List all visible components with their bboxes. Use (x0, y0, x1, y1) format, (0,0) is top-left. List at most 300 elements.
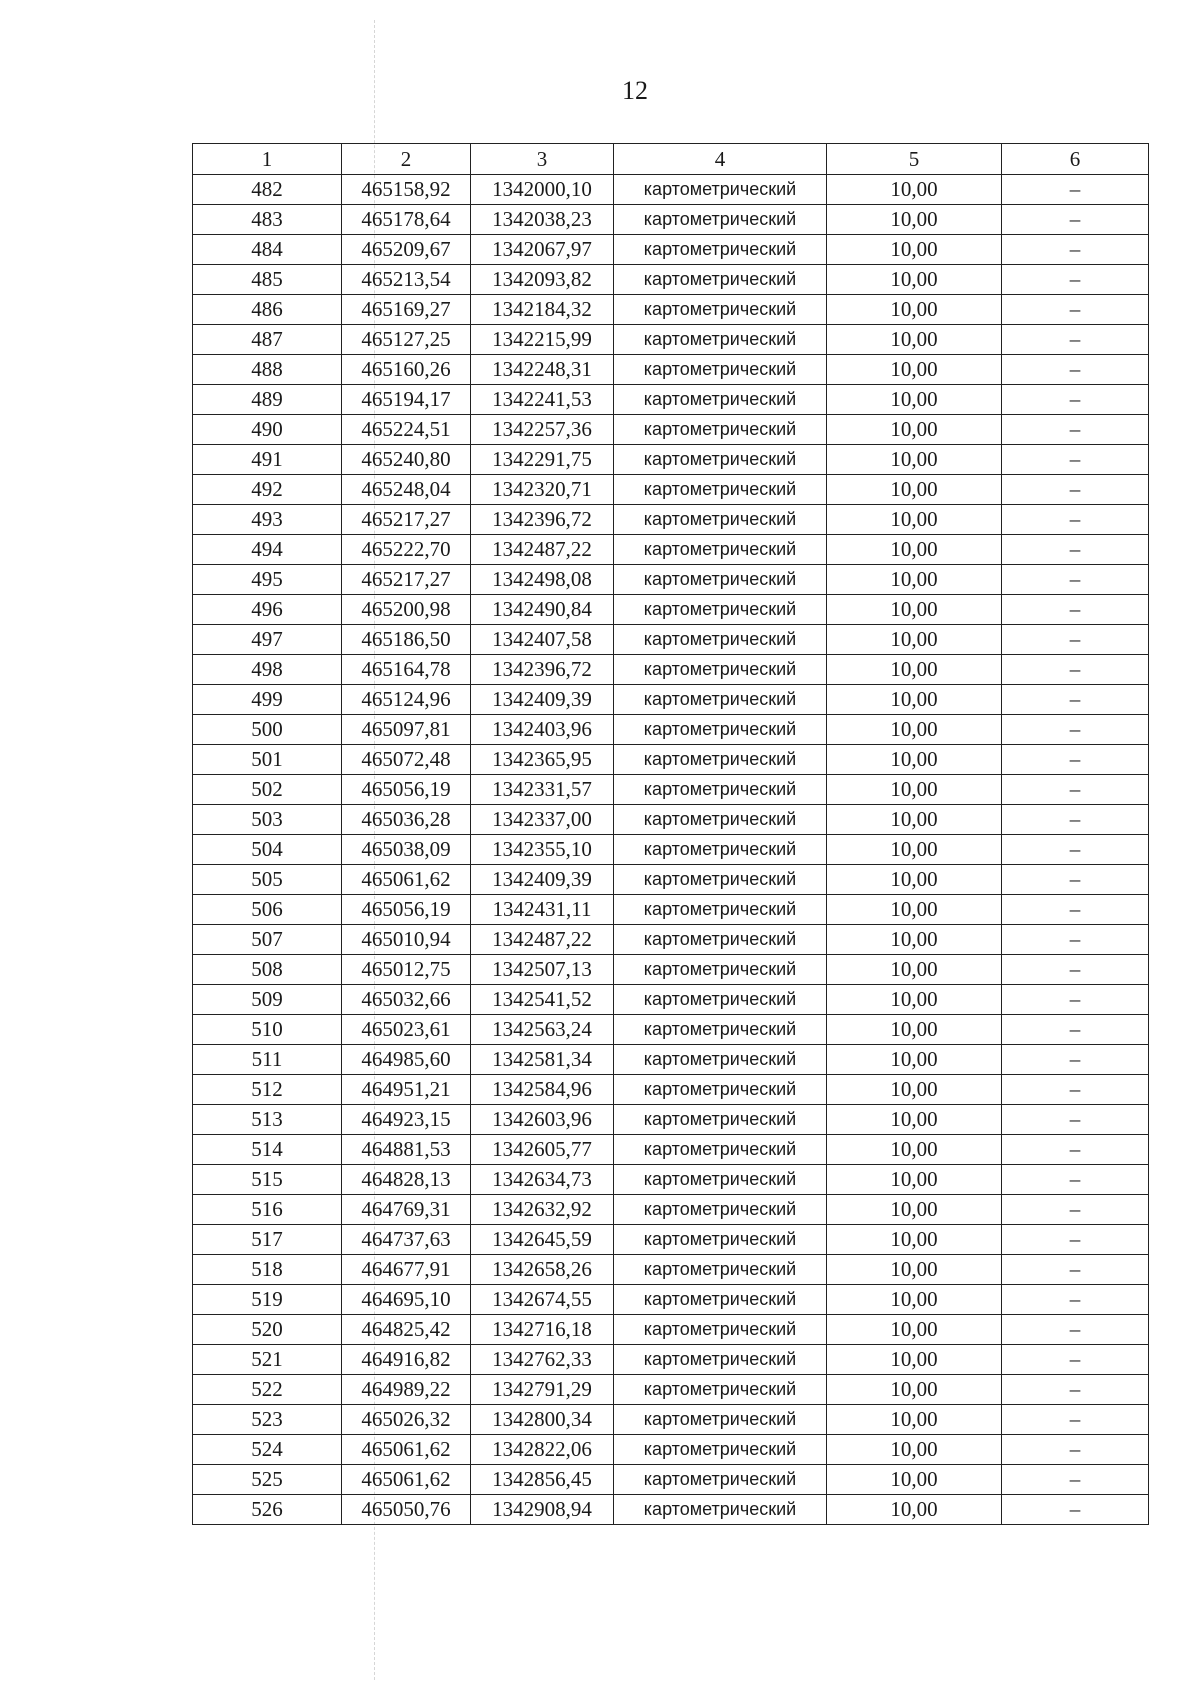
method-cell: картометрический (614, 865, 827, 895)
x-coordinate-cell: 465222,70 (342, 535, 471, 565)
point-number-cell: 489 (193, 385, 342, 415)
point-number-cell: 504 (193, 835, 342, 865)
method-cell: картометрический (614, 1465, 827, 1495)
x-coordinate-cell: 465178,64 (342, 205, 471, 235)
table-row (193, 715, 1149, 745)
y-coordinate-cell: 1342248,31 (471, 355, 614, 385)
table-row (193, 475, 1149, 505)
y-coordinate-cell: 1342291,75 (471, 445, 614, 475)
description-cell: – (1002, 1285, 1149, 1315)
y-coordinate-cell: 1342674,55 (471, 1285, 614, 1315)
point-number-cell: 514 (193, 1135, 342, 1165)
y-coordinate-cell: 1342241,53 (471, 385, 614, 415)
table-row (193, 385, 1149, 415)
y-coordinate-cell: 1342257,36 (471, 415, 614, 445)
description-cell: – (1002, 505, 1149, 535)
table-row (193, 685, 1149, 715)
accuracy-cell: 10,00 (827, 1255, 1002, 1285)
table-row (193, 1285, 1149, 1315)
y-coordinate-cell: 1342409,39 (471, 865, 614, 895)
x-coordinate-cell: 464737,63 (342, 1225, 471, 1255)
x-coordinate-cell: 465160,26 (342, 355, 471, 385)
y-coordinate-cell: 1342584,96 (471, 1075, 614, 1105)
accuracy-cell: 10,00 (827, 1495, 1002, 1525)
point-number-cell: 508 (193, 955, 342, 985)
table-header (193, 144, 1149, 175)
point-number-cell: 497 (193, 625, 342, 655)
x-coordinate-cell: 465036,28 (342, 805, 471, 835)
point-number-cell: 490 (193, 415, 342, 445)
method-cell: картометрический (614, 1015, 827, 1045)
point-number-cell: 513 (193, 1105, 342, 1135)
point-number-cell: 503 (193, 805, 342, 835)
x-coordinate-cell: 465032,66 (342, 985, 471, 1015)
x-coordinate-cell: 465194,17 (342, 385, 471, 415)
y-coordinate-cell: 1342365,95 (471, 745, 614, 775)
description-cell: – (1002, 1135, 1149, 1165)
point-number-cell: 483 (193, 205, 342, 235)
header-row (193, 144, 1149, 175)
accuracy-cell: 10,00 (827, 895, 1002, 925)
point-number-cell: 499 (193, 685, 342, 715)
method-cell: картометрический (614, 295, 827, 325)
y-coordinate-cell: 1342791,29 (471, 1375, 614, 1405)
point-number-cell: 507 (193, 925, 342, 955)
method-cell: картометрический (614, 685, 827, 715)
y-coordinate-cell: 1342645,59 (471, 1225, 614, 1255)
table-row (193, 1315, 1149, 1345)
y-coordinate-cell: 1342215,99 (471, 325, 614, 355)
table-body (193, 175, 1149, 1525)
x-coordinate-cell: 465026,32 (342, 1405, 471, 1435)
method-cell: картометрический (614, 1405, 827, 1435)
column-header: 2 (342, 144, 471, 175)
method-cell: картометрический (614, 655, 827, 685)
description-cell: – (1002, 985, 1149, 1015)
y-coordinate-cell: 1342507,13 (471, 955, 614, 985)
point-number-cell: 525 (193, 1465, 342, 1495)
description-cell: – (1002, 805, 1149, 835)
table-row (193, 1375, 1149, 1405)
point-number-cell: 487 (193, 325, 342, 355)
y-coordinate-cell: 1342658,26 (471, 1255, 614, 1285)
method-cell: картометрический (614, 1375, 827, 1405)
x-coordinate-cell: 465224,51 (342, 415, 471, 445)
accuracy-cell: 10,00 (827, 565, 1002, 595)
point-number-cell: 488 (193, 355, 342, 385)
point-number-cell: 486 (193, 295, 342, 325)
point-number-cell: 491 (193, 445, 342, 475)
y-coordinate-cell: 1342498,08 (471, 565, 614, 595)
column-header: 4 (614, 144, 827, 175)
accuracy-cell: 10,00 (827, 745, 1002, 775)
y-coordinate-cell: 1342762,33 (471, 1345, 614, 1375)
table-row (193, 265, 1149, 295)
accuracy-cell: 10,00 (827, 265, 1002, 295)
y-coordinate-cell: 1342634,73 (471, 1165, 614, 1195)
accuracy-cell: 10,00 (827, 355, 1002, 385)
description-cell: – (1002, 1435, 1149, 1465)
y-coordinate-cell: 1342716,18 (471, 1315, 614, 1345)
column-header: 5 (827, 144, 1002, 175)
x-coordinate-cell: 465217,27 (342, 565, 471, 595)
accuracy-cell: 10,00 (827, 865, 1002, 895)
description-cell: – (1002, 385, 1149, 415)
method-cell: картометрический (614, 505, 827, 535)
method-cell: картометрический (614, 535, 827, 565)
accuracy-cell: 10,00 (827, 985, 1002, 1015)
method-cell: картометрический (614, 745, 827, 775)
accuracy-cell: 10,00 (827, 1435, 1002, 1465)
description-cell: – (1002, 445, 1149, 475)
y-coordinate-cell: 1342603,96 (471, 1105, 614, 1135)
accuracy-cell: 10,00 (827, 1135, 1002, 1165)
y-coordinate-cell: 1342337,00 (471, 805, 614, 835)
accuracy-cell: 10,00 (827, 1165, 1002, 1195)
y-coordinate-cell: 1342908,94 (471, 1495, 614, 1525)
accuracy-cell: 10,00 (827, 535, 1002, 565)
description-cell: – (1002, 925, 1149, 955)
accuracy-cell: 10,00 (827, 1315, 1002, 1345)
description-cell: – (1002, 895, 1149, 925)
point-number-cell: 494 (193, 535, 342, 565)
accuracy-cell: 10,00 (827, 655, 1002, 685)
method-cell: картометрический (614, 205, 827, 235)
y-coordinate-cell: 1342605,77 (471, 1135, 614, 1165)
accuracy-cell: 10,00 (827, 385, 1002, 415)
y-coordinate-cell: 1342396,72 (471, 655, 614, 685)
table-row (193, 1225, 1149, 1255)
y-coordinate-cell: 1342431,11 (471, 895, 614, 925)
point-number-cell: 506 (193, 895, 342, 925)
point-number-cell: 496 (193, 595, 342, 625)
description-cell: – (1002, 565, 1149, 595)
y-coordinate-cell: 1342490,84 (471, 595, 614, 625)
x-coordinate-cell: 465097,81 (342, 715, 471, 745)
method-cell: картометрический (614, 1105, 827, 1135)
x-coordinate-cell: 465056,19 (342, 895, 471, 925)
accuracy-cell: 10,00 (827, 925, 1002, 955)
y-coordinate-cell: 1342396,72 (471, 505, 614, 535)
table-row (193, 925, 1149, 955)
description-cell: – (1002, 835, 1149, 865)
x-coordinate-cell: 464985,60 (342, 1045, 471, 1075)
point-number-cell: 521 (193, 1345, 342, 1375)
table-row (193, 1195, 1149, 1225)
x-coordinate-cell: 465010,94 (342, 925, 471, 955)
x-coordinate-cell: 465072,48 (342, 745, 471, 775)
description-cell: – (1002, 415, 1149, 445)
table-row (193, 505, 1149, 535)
description-cell: – (1002, 1405, 1149, 1435)
method-cell: картометрический (614, 475, 827, 505)
x-coordinate-cell: 464677,91 (342, 1255, 471, 1285)
y-coordinate-cell: 1342407,58 (471, 625, 614, 655)
description-cell: – (1002, 595, 1149, 625)
point-number-cell: 501 (193, 745, 342, 775)
x-coordinate-cell: 464989,22 (342, 1375, 471, 1405)
y-coordinate-cell: 1342822,06 (471, 1435, 614, 1465)
point-number-cell: 524 (193, 1435, 342, 1465)
method-cell: картометрический (614, 715, 827, 745)
description-cell: – (1002, 1015, 1149, 1045)
table-row (193, 1045, 1149, 1075)
method-cell: картометрический (614, 925, 827, 955)
description-cell: – (1002, 625, 1149, 655)
method-cell: картометрический (614, 625, 827, 655)
method-cell: картометрический (614, 1435, 827, 1465)
table-row (193, 1435, 1149, 1465)
table-row (193, 955, 1149, 985)
coordinates-table (192, 143, 1149, 1525)
table-row (193, 1165, 1149, 1195)
table-row (193, 1345, 1149, 1375)
table-row (193, 325, 1149, 355)
table-row (193, 595, 1149, 625)
point-number-cell: 498 (193, 655, 342, 685)
accuracy-cell: 10,00 (827, 955, 1002, 985)
accuracy-cell: 10,00 (827, 775, 1002, 805)
point-number-cell: 519 (193, 1285, 342, 1315)
table-row (193, 1015, 1149, 1045)
y-coordinate-cell: 1342800,34 (471, 1405, 614, 1435)
description-cell: – (1002, 295, 1149, 325)
description-cell: – (1002, 1315, 1149, 1345)
point-number-cell: 500 (193, 715, 342, 745)
method-cell: картометрический (614, 1195, 827, 1225)
table-row (193, 1495, 1149, 1525)
column-header: 6 (1002, 144, 1149, 175)
y-coordinate-cell: 1342355,10 (471, 835, 614, 865)
y-coordinate-cell: 1342184,32 (471, 295, 614, 325)
description-cell: – (1002, 475, 1149, 505)
accuracy-cell: 10,00 (827, 295, 1002, 325)
accuracy-cell: 10,00 (827, 1045, 1002, 1075)
method-cell: картометрический (614, 835, 827, 865)
x-coordinate-cell: 465169,27 (342, 295, 471, 325)
method-cell: картометрический (614, 1075, 827, 1105)
description-cell: – (1002, 775, 1149, 805)
description-cell: – (1002, 745, 1149, 775)
point-number-cell: 485 (193, 265, 342, 295)
accuracy-cell: 10,00 (827, 505, 1002, 535)
accuracy-cell: 10,00 (827, 325, 1002, 355)
x-coordinate-cell: 465061,62 (342, 1465, 471, 1495)
description-cell: – (1002, 1465, 1149, 1495)
y-coordinate-cell: 1342856,45 (471, 1465, 614, 1495)
y-coordinate-cell: 1342632,92 (471, 1195, 614, 1225)
description-cell: – (1002, 235, 1149, 265)
description-cell: – (1002, 1495, 1149, 1525)
table-row (193, 415, 1149, 445)
table-row (193, 1075, 1149, 1105)
accuracy-cell: 10,00 (827, 1225, 1002, 1255)
table-row (193, 355, 1149, 385)
x-coordinate-cell: 464916,82 (342, 1345, 471, 1375)
description-cell: – (1002, 685, 1149, 715)
table-row (193, 895, 1149, 925)
method-cell: картометрический (614, 1045, 827, 1075)
x-coordinate-cell: 464923,15 (342, 1105, 471, 1135)
y-coordinate-cell: 1342563,24 (471, 1015, 614, 1045)
method-cell: картометрический (614, 385, 827, 415)
accuracy-cell: 10,00 (827, 1375, 1002, 1405)
point-number-cell: 505 (193, 865, 342, 895)
x-coordinate-cell: 464951,21 (342, 1075, 471, 1105)
x-coordinate-cell: 465217,27 (342, 505, 471, 535)
accuracy-cell: 10,00 (827, 1405, 1002, 1435)
method-cell: картометрический (614, 235, 827, 265)
description-cell: – (1002, 1225, 1149, 1255)
accuracy-cell: 10,00 (827, 625, 1002, 655)
method-cell: картометрический (614, 1285, 827, 1315)
table-row (193, 745, 1149, 775)
description-cell: – (1002, 1105, 1149, 1135)
accuracy-cell: 10,00 (827, 175, 1002, 205)
y-coordinate-cell: 1342487,22 (471, 925, 614, 955)
description-cell: – (1002, 1345, 1149, 1375)
method-cell: картометрический (614, 175, 827, 205)
method-cell: картометрический (614, 1135, 827, 1165)
point-number-cell: 493 (193, 505, 342, 535)
description-cell: – (1002, 1165, 1149, 1195)
method-cell: картометрический (614, 775, 827, 805)
table-row (193, 535, 1149, 565)
accuracy-cell: 10,00 (827, 1015, 1002, 1045)
description-cell: – (1002, 655, 1149, 685)
point-number-cell: 484 (193, 235, 342, 265)
point-number-cell: 509 (193, 985, 342, 1015)
x-coordinate-cell: 465124,96 (342, 685, 471, 715)
table-row (193, 865, 1149, 895)
description-cell: – (1002, 1045, 1149, 1075)
y-coordinate-cell: 1342093,82 (471, 265, 614, 295)
x-coordinate-cell: 465050,76 (342, 1495, 471, 1525)
description-cell: – (1002, 1375, 1149, 1405)
method-cell: картометрический (614, 445, 827, 475)
table-row (193, 235, 1149, 265)
x-coordinate-cell: 465213,54 (342, 265, 471, 295)
point-number-cell: 520 (193, 1315, 342, 1345)
accuracy-cell: 10,00 (827, 1105, 1002, 1135)
y-coordinate-cell: 1342067,97 (471, 235, 614, 265)
x-coordinate-cell: 464769,31 (342, 1195, 471, 1225)
accuracy-cell: 10,00 (827, 835, 1002, 865)
accuracy-cell: 10,00 (827, 205, 1002, 235)
y-coordinate-cell: 1342320,71 (471, 475, 614, 505)
accuracy-cell: 10,00 (827, 715, 1002, 745)
table-row (193, 655, 1149, 685)
method-cell: картометрический (614, 1255, 827, 1285)
point-number-cell: 516 (193, 1195, 342, 1225)
accuracy-cell: 10,00 (827, 805, 1002, 835)
x-coordinate-cell: 465158,92 (342, 175, 471, 205)
table-row (193, 625, 1149, 655)
table-row (193, 1105, 1149, 1135)
y-coordinate-cell: 1342403,96 (471, 715, 614, 745)
x-coordinate-cell: 465164,78 (342, 655, 471, 685)
accuracy-cell: 10,00 (827, 595, 1002, 625)
accuracy-cell: 10,00 (827, 1345, 1002, 1375)
method-cell: картометрический (614, 1345, 827, 1375)
point-number-cell: 515 (193, 1165, 342, 1195)
y-coordinate-cell: 1342581,34 (471, 1045, 614, 1075)
method-cell: картометрический (614, 595, 827, 625)
point-number-cell: 492 (193, 475, 342, 505)
x-coordinate-cell: 465023,61 (342, 1015, 471, 1045)
description-cell: – (1002, 865, 1149, 895)
y-coordinate-cell: 1342038,23 (471, 205, 614, 235)
x-coordinate-cell: 465200,98 (342, 595, 471, 625)
y-coordinate-cell: 1342487,22 (471, 535, 614, 565)
description-cell: – (1002, 535, 1149, 565)
column-header: 1 (193, 144, 342, 175)
method-cell: картометрический (614, 895, 827, 925)
table-row (193, 775, 1149, 805)
method-cell: картометрический (614, 415, 827, 445)
x-coordinate-cell: 465061,62 (342, 865, 471, 895)
table-row (193, 295, 1149, 325)
point-number-cell: 518 (193, 1255, 342, 1285)
method-cell: картометрический (614, 805, 827, 835)
description-cell: – (1002, 1255, 1149, 1285)
description-cell: – (1002, 325, 1149, 355)
method-cell: картометрический (614, 265, 827, 295)
table-row (193, 1405, 1149, 1435)
table-row (193, 205, 1149, 235)
x-coordinate-cell: 464695,10 (342, 1285, 471, 1315)
accuracy-cell: 10,00 (827, 685, 1002, 715)
point-number-cell: 502 (193, 775, 342, 805)
description-cell: – (1002, 205, 1149, 235)
x-coordinate-cell: 464825,42 (342, 1315, 471, 1345)
point-number-cell: 510 (193, 1015, 342, 1045)
point-number-cell: 522 (193, 1375, 342, 1405)
description-cell: – (1002, 355, 1149, 385)
x-coordinate-cell: 465240,80 (342, 445, 471, 475)
point-number-cell: 511 (193, 1045, 342, 1075)
accuracy-cell: 10,00 (827, 475, 1002, 505)
accuracy-cell: 10,00 (827, 1285, 1002, 1315)
method-cell: картометрический (614, 985, 827, 1015)
x-coordinate-cell: 465186,50 (342, 625, 471, 655)
table-row (193, 835, 1149, 865)
method-cell: картометрический (614, 1225, 827, 1255)
method-cell: картометрический (614, 355, 827, 385)
x-coordinate-cell: 464828,13 (342, 1165, 471, 1195)
method-cell: картометрический (614, 1495, 827, 1525)
description-cell: – (1002, 715, 1149, 745)
point-number-cell: 512 (193, 1075, 342, 1105)
y-coordinate-cell: 1342331,57 (471, 775, 614, 805)
x-coordinate-cell: 465209,67 (342, 235, 471, 265)
description-cell: – (1002, 1075, 1149, 1105)
description-cell: – (1002, 1195, 1149, 1225)
table-row (193, 1135, 1149, 1165)
table-row (193, 1465, 1149, 1495)
accuracy-cell: 10,00 (827, 1465, 1002, 1495)
method-cell: картометрический (614, 955, 827, 985)
x-coordinate-cell: 465061,62 (342, 1435, 471, 1465)
y-coordinate-cell: 1342409,39 (471, 685, 614, 715)
x-coordinate-cell: 465012,75 (342, 955, 471, 985)
table-row (193, 805, 1149, 835)
method-cell: картометрический (614, 325, 827, 355)
point-number-cell: 523 (193, 1405, 342, 1435)
description-cell: – (1002, 955, 1149, 985)
point-number-cell: 495 (193, 565, 342, 595)
description-cell: – (1002, 175, 1149, 205)
